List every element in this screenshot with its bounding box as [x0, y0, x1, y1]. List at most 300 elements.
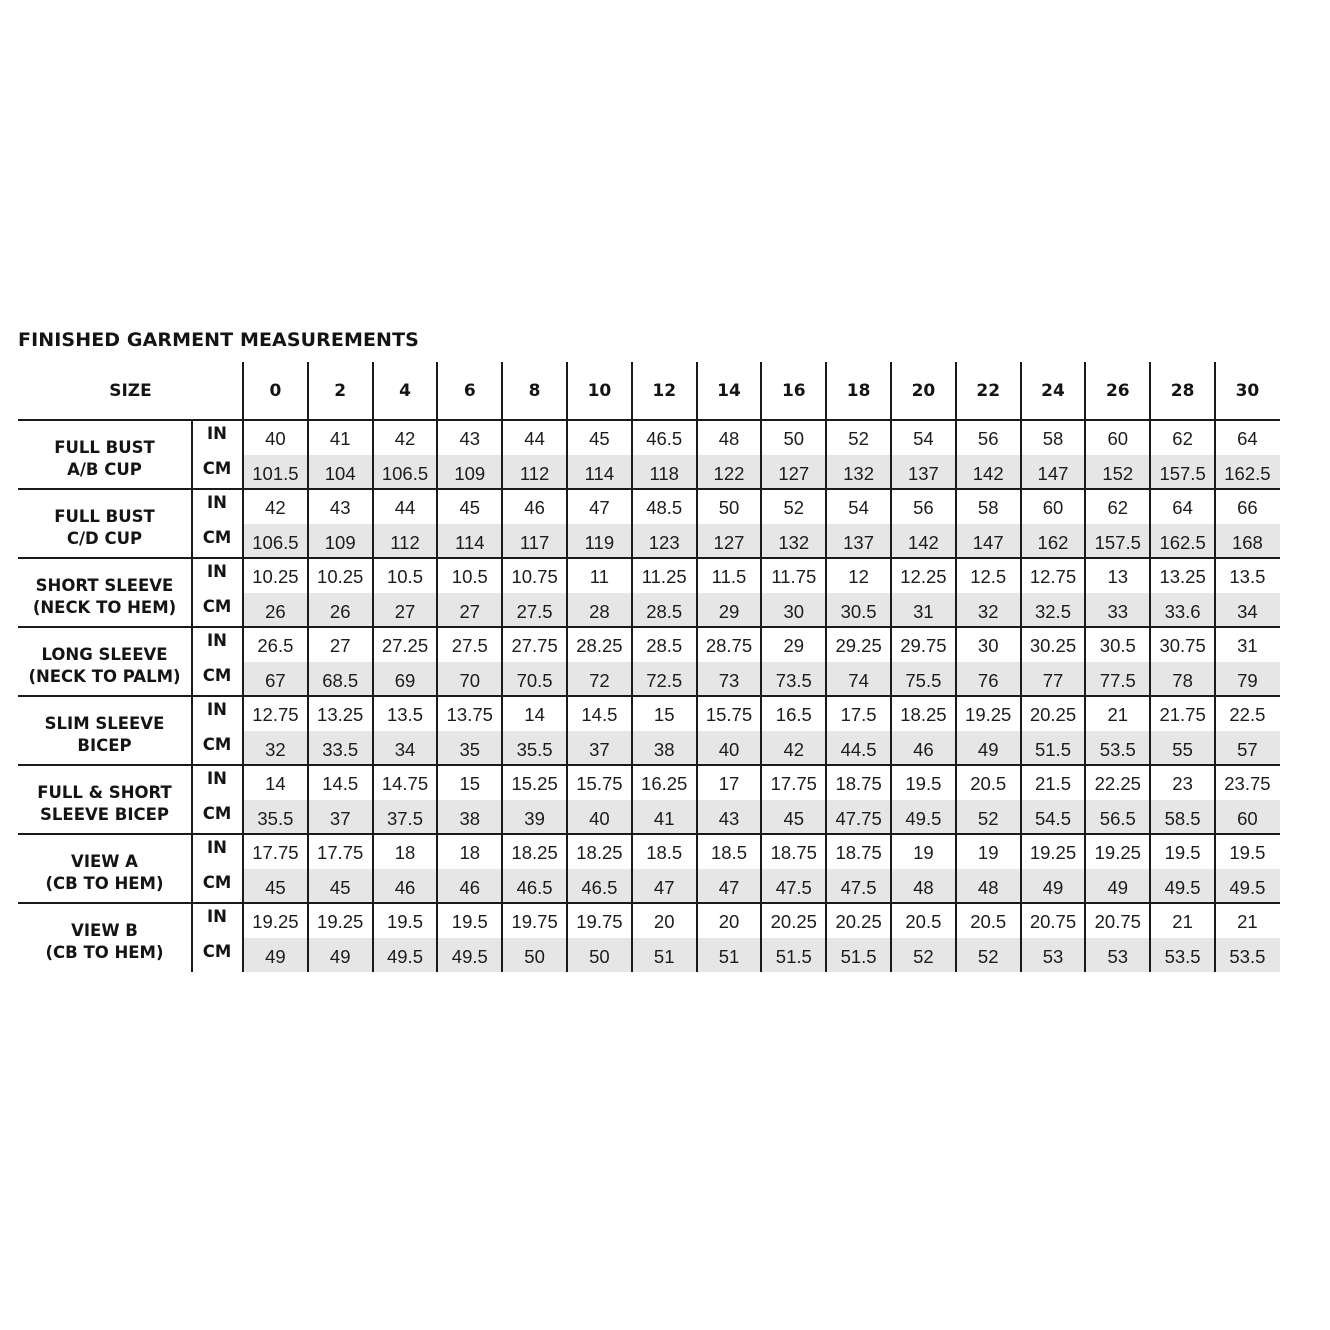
value-in-cell: 64 [1237, 428, 1258, 450]
value-in-cell: 62 [1107, 497, 1129, 519]
column-divider [1020, 362, 1022, 972]
value-cm-cell: 73.5 [775, 669, 812, 691]
value-cm-cell: 53.5 [1164, 945, 1201, 967]
value-cm-cell: 29 [718, 600, 740, 622]
value-in-cell: 29.25 [835, 635, 882, 657]
value-cm-cell: 77.5 [1099, 669, 1136, 691]
value-cm-cell: 55 [1172, 738, 1193, 760]
value-in-cell: 30.75 [1159, 635, 1206, 657]
value-cm-cell: 157.5 [1159, 462, 1206, 484]
size-header-cell: 2 [334, 381, 347, 401]
value-in-cell: 16.5 [775, 704, 812, 726]
size-header-cell: 12 [652, 381, 677, 401]
value-cm-cell: 147 [1037, 462, 1069, 484]
value-in-cell: 50 [783, 428, 805, 450]
value-cm-cell: 67 [265, 669, 286, 691]
value-in-cell: 47 [589, 497, 610, 519]
value-in-cell: 19.5 [451, 911, 488, 933]
value-cm-cell: 30 [783, 600, 805, 622]
value-in-cell: 15.75 [576, 773, 623, 795]
value-cm-cell: 33.6 [1164, 600, 1201, 622]
value-in-cell: 28.75 [705, 635, 753, 657]
value-cm-cell: 35 [459, 738, 481, 760]
value-cm-cell: 168 [1231, 531, 1263, 553]
value-in-cell: 19.25 [1094, 842, 1141, 864]
value-cm-cell: 162.5 [1224, 462, 1271, 484]
value-cm-cell: 122 [713, 462, 745, 484]
measurement-label-line: FULL BUST [54, 437, 155, 457]
value-in-cell: 20.75 [1029, 911, 1077, 933]
value-cm-cell: 104 [324, 462, 356, 484]
value-cm-cell: 26 [329, 600, 351, 622]
column-divider [372, 362, 374, 972]
value-in-cell: 10.75 [511, 566, 558, 588]
value-in-cell: 66 [1237, 497, 1258, 519]
value-cm-cell: 32 [977, 600, 999, 622]
value-cm-cell: 53 [1107, 945, 1129, 967]
unit-cm-label: CM [202, 528, 232, 548]
value-cm-cell: 49 [1042, 876, 1064, 898]
value-in-cell: 15.25 [511, 773, 558, 795]
value-in-cell: 46.5 [646, 428, 683, 450]
row-divider [18, 557, 1280, 559]
value-cm-cell: 46 [913, 738, 934, 760]
value-in-cell: 27 [329, 635, 351, 657]
value-in-cell: 13.75 [446, 704, 493, 726]
value-cm-cell: 57 [1237, 738, 1258, 760]
value-cm-cell: 40 [589, 807, 610, 829]
value-in-cell: 48 [718, 428, 740, 450]
unit-cm-label: CM [202, 804, 232, 824]
value-in-cell: 60 [1107, 428, 1129, 450]
value-in-cell: 16.25 [641, 773, 688, 795]
value-cm-cell: 31 [913, 600, 934, 622]
unit-in-label: IN [207, 699, 227, 719]
value-in-cell: 13 [1107, 566, 1129, 588]
measurement-label-line: SHORT SLEEVE [35, 575, 174, 595]
column-divider [1084, 362, 1086, 972]
unit-cm-label: CM [202, 597, 232, 617]
value-in-cell: 50 [718, 497, 740, 519]
row-divider [18, 488, 1280, 490]
value-cm-cell: 54.5 [1034, 807, 1071, 829]
value-cm-cell: 44.5 [840, 738, 877, 760]
value-in-cell: 28.25 [576, 635, 623, 657]
value-cm-cell: 101.5 [252, 462, 299, 484]
label-divider [191, 420, 193, 972]
value-cm-cell: 46.5 [516, 876, 553, 898]
value-in-cell: 45 [459, 497, 481, 519]
value-cm-cell: 30.5 [840, 600, 877, 622]
value-in-cell: 17.75 [252, 842, 299, 864]
value-in-cell: 62 [1172, 428, 1193, 450]
value-cm-cell: 34 [394, 738, 416, 760]
value-in-cell: 15.75 [705, 704, 753, 726]
value-in-cell: 13.5 [386, 704, 423, 726]
value-cm-cell: 51 [718, 945, 740, 967]
row-divider [18, 833, 1280, 835]
value-cm-cell: 152 [1102, 462, 1134, 484]
value-in-cell: 18.75 [835, 773, 882, 795]
measurement-label [18, 493, 191, 562]
value-in-cell: 19.75 [576, 911, 623, 933]
measurement-label-line: (NECK TO HEM) [32, 597, 177, 617]
value-cm-cell: 49.5 [386, 945, 423, 967]
value-in-cell: 19 [977, 842, 999, 864]
value-cm-cell: 112 [519, 462, 550, 484]
value-cm-cell: 37.5 [386, 807, 423, 829]
value-in-cell: 20 [653, 911, 675, 933]
value-in-cell: 11.5 [711, 566, 747, 588]
value-cm-cell: 49.5 [451, 945, 488, 967]
unit-in-label: IN [207, 423, 227, 443]
value-in-cell: 27.25 [381, 635, 429, 657]
value-in-cell: 56 [977, 428, 999, 450]
value-in-cell: 17.75 [317, 842, 364, 864]
value-cm-cell: 53 [1042, 945, 1064, 967]
size-header-cell: 20 [911, 381, 936, 401]
value-cm-cell: 49 [977, 738, 999, 760]
measurement-label-line: (CB TO HEM) [45, 873, 164, 893]
value-in-cell: 41 [329, 428, 351, 450]
value-in-cell: 19 [913, 842, 934, 864]
value-in-cell: 21 [1107, 704, 1129, 726]
value-cm-cell: 52 [913, 945, 934, 967]
size-header-cell: 10 [587, 381, 612, 401]
row-divider [18, 764, 1280, 766]
value-cm-cell: 147 [972, 531, 1004, 553]
value-in-cell: 44 [524, 428, 545, 450]
value-in-cell: 45 [589, 428, 610, 450]
value-cm-cell: 137 [843, 531, 875, 553]
value-in-cell: 28.5 [646, 635, 683, 657]
value-cm-cell: 42 [783, 738, 805, 760]
value-cm-cell: 137 [907, 462, 939, 484]
value-in-cell: 30 [977, 635, 999, 657]
unit-in-label: IN [207, 906, 227, 926]
value-cm-cell: 38 [459, 807, 481, 829]
value-in-cell: 18.5 [646, 842, 683, 864]
value-cm-cell: 112 [390, 531, 420, 553]
value-in-cell: 21 [1172, 911, 1193, 933]
value-in-cell: 58 [977, 497, 999, 519]
value-cm-cell: 32.5 [1034, 600, 1071, 622]
measurement-label [18, 562, 191, 631]
column-divider [566, 362, 568, 972]
measurement-label-line: C/D CUP [66, 528, 143, 548]
size-header-cell: 26 [1105, 381, 1130, 401]
value-cm-cell: 106.5 [252, 531, 299, 553]
value-cm-cell: 37 [589, 738, 610, 760]
value-in-cell: 20.25 [835, 911, 882, 933]
size-header-cell: 18 [846, 381, 871, 401]
value-in-cell: 11.25 [641, 566, 687, 588]
value-in-cell: 48.5 [646, 497, 683, 519]
measurement-label-line: VIEW A [71, 851, 138, 871]
column-divider [307, 362, 309, 972]
value-in-cell: 58 [1042, 428, 1064, 450]
column-divider [955, 362, 957, 972]
value-in-cell: 12.5 [970, 566, 1007, 588]
value-cm-cell: 47.75 [835, 807, 882, 829]
value-cm-cell: 142 [972, 462, 1004, 484]
value-cm-cell: 27.5 [516, 600, 553, 622]
value-cm-cell: 74 [848, 669, 869, 691]
value-cm-cell: 33.5 [322, 738, 359, 760]
value-in-cell: 52 [783, 497, 805, 519]
value-cm-cell: 28.5 [646, 600, 683, 622]
value-in-cell: 29.75 [900, 635, 947, 657]
unit-in-label: IN [207, 768, 227, 788]
measurement-label [18, 907, 191, 976]
value-cm-cell: 51.5 [1034, 738, 1071, 760]
value-cm-cell: 51.5 [775, 945, 812, 967]
value-in-cell: 19.5 [386, 911, 423, 933]
size-header-cell: 8 [528, 381, 541, 401]
value-in-cell: 17.5 [840, 704, 877, 726]
value-in-cell: 56 [913, 497, 934, 519]
measurement-label [18, 700, 191, 769]
value-in-cell: 14.5 [322, 773, 359, 795]
unit-in-label: IN [207, 492, 227, 512]
value-cm-cell: 45 [329, 876, 351, 898]
value-cm-cell: 34 [1237, 600, 1258, 622]
value-cm-cell: 78 [1172, 669, 1193, 691]
value-cm-cell: 53.5 [1099, 738, 1136, 760]
value-in-cell: 14 [524, 704, 545, 726]
value-in-cell: 20 [718, 911, 740, 933]
value-in-cell: 27.5 [451, 635, 488, 657]
value-cm-cell: 48 [913, 876, 934, 898]
value-cm-cell: 58.5 [1164, 807, 1201, 829]
value-in-cell: 17 [718, 773, 740, 795]
value-cm-cell: 75.5 [905, 669, 942, 691]
size-header-cell: 24 [1041, 381, 1065, 401]
value-cm-cell: 47 [653, 876, 675, 898]
value-in-cell: 19.25 [317, 911, 364, 933]
value-in-cell: 14.75 [381, 773, 429, 795]
column-divider [1149, 362, 1151, 972]
value-in-cell: 40 [265, 428, 286, 450]
value-cm-cell: 39 [524, 807, 545, 829]
value-cm-cell: 49 [1107, 876, 1129, 898]
value-in-cell: 18.5 [710, 842, 747, 864]
value-cm-cell: 114 [584, 462, 615, 484]
measurement-label [18, 631, 191, 700]
value-cm-cell: 69 [394, 669, 416, 691]
unit-cm-label: CM [202, 942, 232, 962]
column-divider [1214, 362, 1216, 972]
unit-cm-label: CM [202, 459, 232, 479]
value-in-cell: 12.75 [252, 704, 299, 726]
value-in-cell: 18.75 [835, 842, 882, 864]
value-cm-cell: 49 [329, 945, 351, 967]
column-divider [501, 362, 503, 972]
value-in-cell: 10.5 [386, 566, 423, 588]
value-cm-cell: 35.5 [516, 738, 553, 760]
measurement-label-line: SLIM SLEEVE [44, 713, 165, 733]
value-in-cell: 18.25 [900, 704, 947, 726]
value-in-cell: 14.5 [581, 704, 618, 726]
value-in-cell: 42 [265, 497, 286, 519]
measurement-label-line: (CB TO HEM) [45, 942, 164, 962]
value-in-cell: 18 [394, 842, 416, 864]
value-cm-cell: 49.5 [905, 807, 942, 829]
column-divider [890, 362, 892, 972]
value-cm-cell: 32 [265, 738, 286, 760]
value-in-cell: 18.25 [576, 842, 623, 864]
value-cm-cell: 26 [265, 600, 286, 622]
value-cm-cell: 56.5 [1099, 807, 1136, 829]
value-cm-cell: 70.5 [516, 669, 553, 691]
value-in-cell: 46 [524, 497, 545, 519]
value-in-cell: 10.25 [317, 566, 364, 588]
column-divider [825, 362, 827, 972]
value-in-cell: 44 [394, 497, 416, 519]
value-in-cell: 19.25 [252, 911, 299, 933]
value-in-cell: 21 [1237, 911, 1258, 933]
row-divider [18, 902, 1280, 904]
value-in-cell: 20.75 [1094, 911, 1141, 933]
value-cm-cell: 27 [459, 600, 481, 622]
value-cm-cell: 162 [1037, 531, 1069, 553]
value-in-cell: 18.75 [770, 842, 817, 864]
value-cm-cell: 46.5 [581, 876, 618, 898]
value-cm-cell: 109 [454, 462, 486, 484]
value-in-cell: 18 [459, 842, 481, 864]
value-cm-cell: 37 [329, 807, 351, 829]
value-cm-cell: 77 [1042, 669, 1064, 691]
value-cm-cell: 79 [1237, 669, 1258, 691]
value-cm-cell: 73 [718, 669, 740, 691]
value-cm-cell: 60 [1237, 807, 1258, 829]
value-cm-cell: 132 [778, 531, 810, 553]
page-title: FINISHED GARMENT MEASUREMENTS [18, 329, 419, 351]
value-in-cell: 19.25 [1029, 842, 1077, 864]
value-in-cell: 54 [848, 497, 869, 519]
measurement-label-line: (NECK TO PALM) [28, 666, 181, 686]
column-divider [631, 362, 633, 972]
value-cm-cell: 47 [718, 876, 740, 898]
value-in-cell: 13.25 [1159, 566, 1206, 588]
unit-in-label: IN [207, 630, 227, 650]
value-cm-cell: 68.5 [322, 669, 359, 691]
measurement-label-line: VIEW B [71, 920, 138, 940]
value-in-cell: 19.75 [511, 911, 558, 933]
size-header-cell: 4 [399, 381, 411, 401]
value-in-cell: 30.5 [1099, 635, 1136, 657]
value-in-cell: 30.25 [1029, 635, 1077, 657]
size-header-cell: 14 [717, 381, 741, 401]
value-cm-cell: 27 [394, 600, 416, 622]
value-cm-cell: 41 [653, 807, 675, 829]
column-divider [696, 362, 698, 972]
value-in-cell: 20.5 [970, 773, 1007, 795]
measurement-label-line: LONG SLEEVE [41, 644, 168, 664]
value-cm-cell: 117 [519, 531, 550, 553]
value-cm-cell: 28 [589, 600, 610, 622]
value-in-cell: 19.25 [965, 704, 1012, 726]
value-cm-cell: 119 [584, 531, 615, 553]
value-cm-cell: 51.5 [840, 945, 877, 967]
unit-in-label: IN [207, 561, 227, 581]
value-in-cell: 10.5 [451, 566, 488, 588]
value-in-cell: 54 [913, 428, 934, 450]
value-cm-cell: 127 [778, 462, 810, 484]
value-cm-cell: 47.5 [775, 876, 812, 898]
value-in-cell: 12.25 [900, 566, 947, 588]
value-cm-cell: 49.5 [1164, 876, 1201, 898]
value-cm-cell: 53.5 [1229, 945, 1266, 967]
measurement-label-line: BICEP [77, 735, 132, 755]
value-cm-cell: 76 [977, 669, 999, 691]
value-in-cell: 20.25 [770, 911, 817, 933]
unit-cm-label: CM [202, 666, 232, 686]
value-cm-cell: 50 [524, 945, 545, 967]
unit-in-label: IN [207, 837, 227, 857]
value-cm-cell: 45 [265, 876, 286, 898]
value-in-cell: 64 [1172, 497, 1193, 519]
measurement-label-line: SLEEVE BICEP [40, 804, 169, 824]
value-cm-cell: 51 [653, 945, 675, 967]
value-in-cell: 27.75 [511, 635, 558, 657]
value-cm-cell: 162.5 [1159, 531, 1206, 553]
value-in-cell: 10.25 [252, 566, 299, 588]
value-in-cell: 12.75 [1029, 566, 1077, 588]
measurement-label-line: FULL BUST [54, 506, 155, 526]
value-in-cell: 14 [265, 773, 286, 795]
value-cm-cell: 123 [648, 531, 680, 553]
value-in-cell: 11.75 [771, 566, 817, 588]
size-header-cell: 30 [1235, 381, 1260, 401]
row-divider [18, 695, 1280, 697]
value-cm-cell: 45 [783, 807, 805, 829]
measurement-label-line: A/B CUP [67, 459, 142, 479]
value-in-cell: 22.25 [1094, 773, 1141, 795]
value-cm-cell: 109 [324, 531, 356, 553]
value-in-cell: 31 [1237, 635, 1258, 657]
column-divider [242, 362, 244, 972]
value-in-cell: 22.5 [1229, 704, 1266, 726]
size-header: SIZE [109, 381, 152, 401]
value-in-cell: 43 [459, 428, 481, 450]
value-cm-cell: 33 [1107, 600, 1129, 622]
value-in-cell: 26.5 [257, 635, 294, 657]
value-in-cell: 60 [1042, 497, 1064, 519]
value-in-cell: 13.5 [1229, 566, 1266, 588]
value-cm-cell: 52 [977, 807, 999, 829]
measurement-label [18, 769, 191, 838]
value-in-cell: 13.25 [317, 704, 364, 726]
value-cm-cell: 38 [653, 738, 675, 760]
value-in-cell: 18.25 [511, 842, 558, 864]
value-cm-cell: 72 [589, 669, 610, 691]
value-in-cell: 29 [783, 635, 805, 657]
value-cm-cell: 43 [718, 807, 740, 829]
value-cm-cell: 46 [459, 876, 481, 898]
row-divider [18, 626, 1280, 628]
value-in-cell: 21.75 [1159, 704, 1206, 726]
value-cm-cell: 114 [455, 531, 485, 553]
value-in-cell: 21.5 [1034, 773, 1071, 795]
value-cm-cell: 70 [459, 669, 481, 691]
value-cm-cell: 48 [977, 876, 999, 898]
size-header-cell: 6 [463, 381, 476, 401]
measurements-table [18, 362, 1280, 978]
size-header-cell: 16 [781, 381, 806, 401]
value-in-cell: 20.5 [970, 911, 1007, 933]
value-in-cell: 12 [848, 566, 869, 588]
